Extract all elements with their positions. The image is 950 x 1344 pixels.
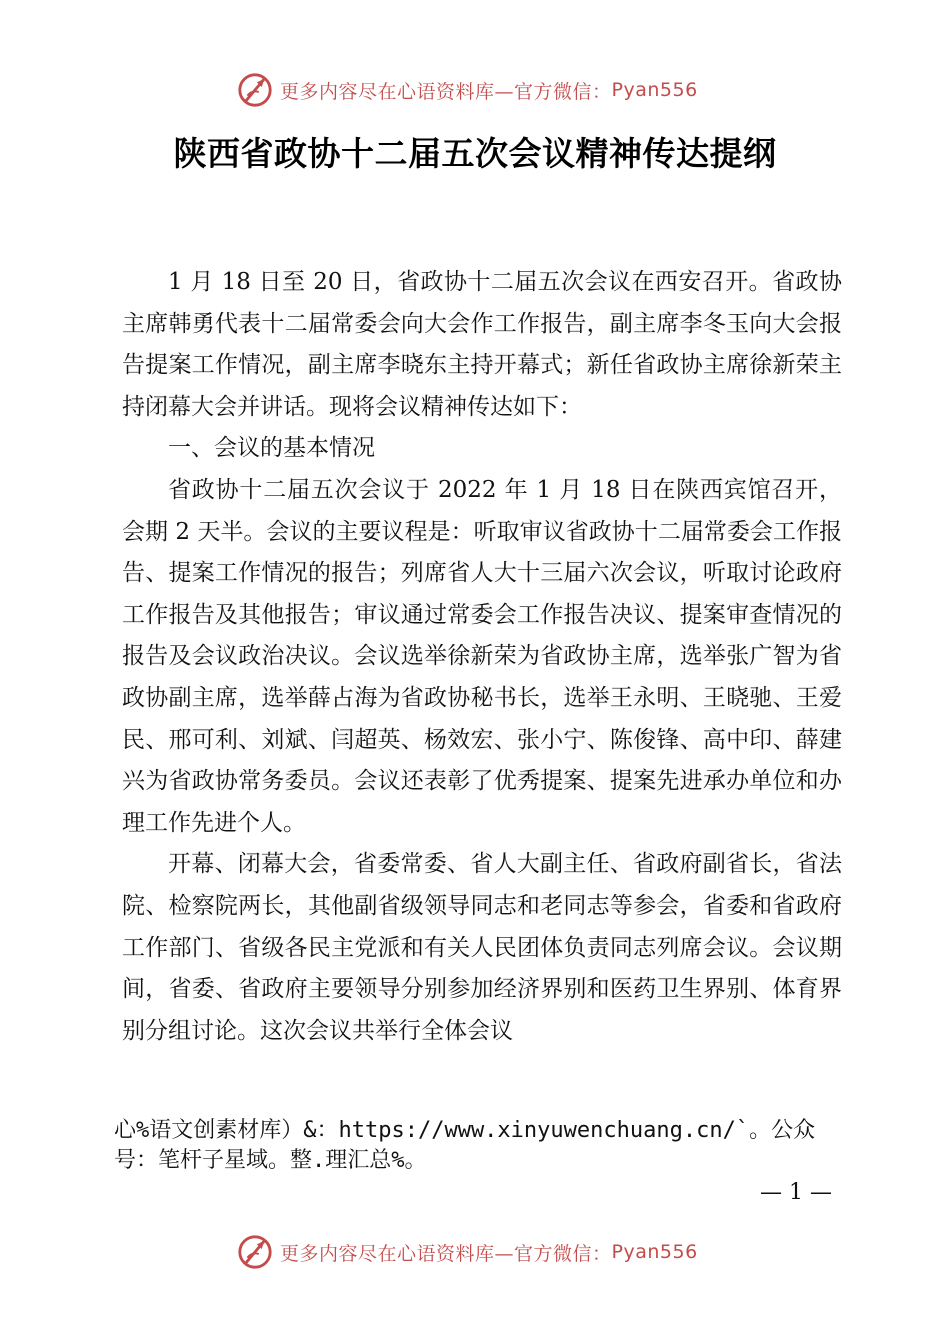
watermark-text: 更多内容尽在心语资料库—官方微信：: [280, 80, 612, 103]
paragraph: 1 月 18 日至 20 日，省政协十二届五次会议在西安召开。省政协主席韩勇代表十二届常委会向大会作工作报告，副主席李冬玉向大会报告提案工作情况，副主席李晓东主持开幕式；新任省政协主席徐新荣主持闭幕大会并讲话。现将会议精神传达如下：: [122, 269, 842, 420]
watermark-contact: Pyan556: [611, 1241, 698, 1263]
watermark-header: [236, 70, 698, 110]
pen-logo-icon: [236, 71, 274, 109]
document-body: [122, 262, 842, 1052]
document-title: 陕西省政协十二届五次会议精神传达提纲: [173, 134, 777, 173]
footer-note: 心%语文创素材库）&：https://www.xinyuwenchuang.cn/`。公众号：笔杆子星域。整.理汇总%。: [114, 1118, 816, 1173]
page-number: — 1 —: [760, 1180, 832, 1205]
watermark-footer: [236, 1232, 698, 1272]
paragraph: 省政协十二届五次会议于 2022 年 1 月 18 日在陕西宾馆召开，会期 2 天半。会议的主要议程是：听取审议省政协十二届常委会工作报告、提案工作情况的报告；列席省人大十三届六次会议，听取讨论政府工作报告及其他报告；审议通过常委会工作报告决议、提案审查情况的报告及会议政治决议。会议选举徐新荣为省政协主席，选举张广智为省政协副主席，选举薛占海为省政协秘书长，选举王永明、王晓驰、王爱民、邢可利、刘斌、闫超英、杨效宏、张小宁、陈俊锋、高中印、薛建兴为省政协常务委员。会议还表彰了优秀提案、提案先进承办单位和办理工作先进个人。: [122, 476, 842, 836]
watermark-text: 更多内容尽在心语资料库—官方微信：: [280, 1242, 612, 1265]
pen-logo-icon: [236, 1233, 274, 1271]
section-heading: 一、会议的基本情况: [168, 435, 375, 462]
paragraph: 开幕、闭幕大会，省委常委、省人大副主任、省政府副省长，省法院、检察院两长，其他副省级领导同志和老同志等参会，省委和省政府工作部门、省级各民主党派和有关人民团体负责同志列席会议。会议期间，省委、省政府主要领导分别参加经济界别和医药卫生界别、体育界别分组讨论。这次会议共举行全体会议: [122, 851, 842, 1044]
watermark-contact: Pyan556: [611, 79, 698, 101]
